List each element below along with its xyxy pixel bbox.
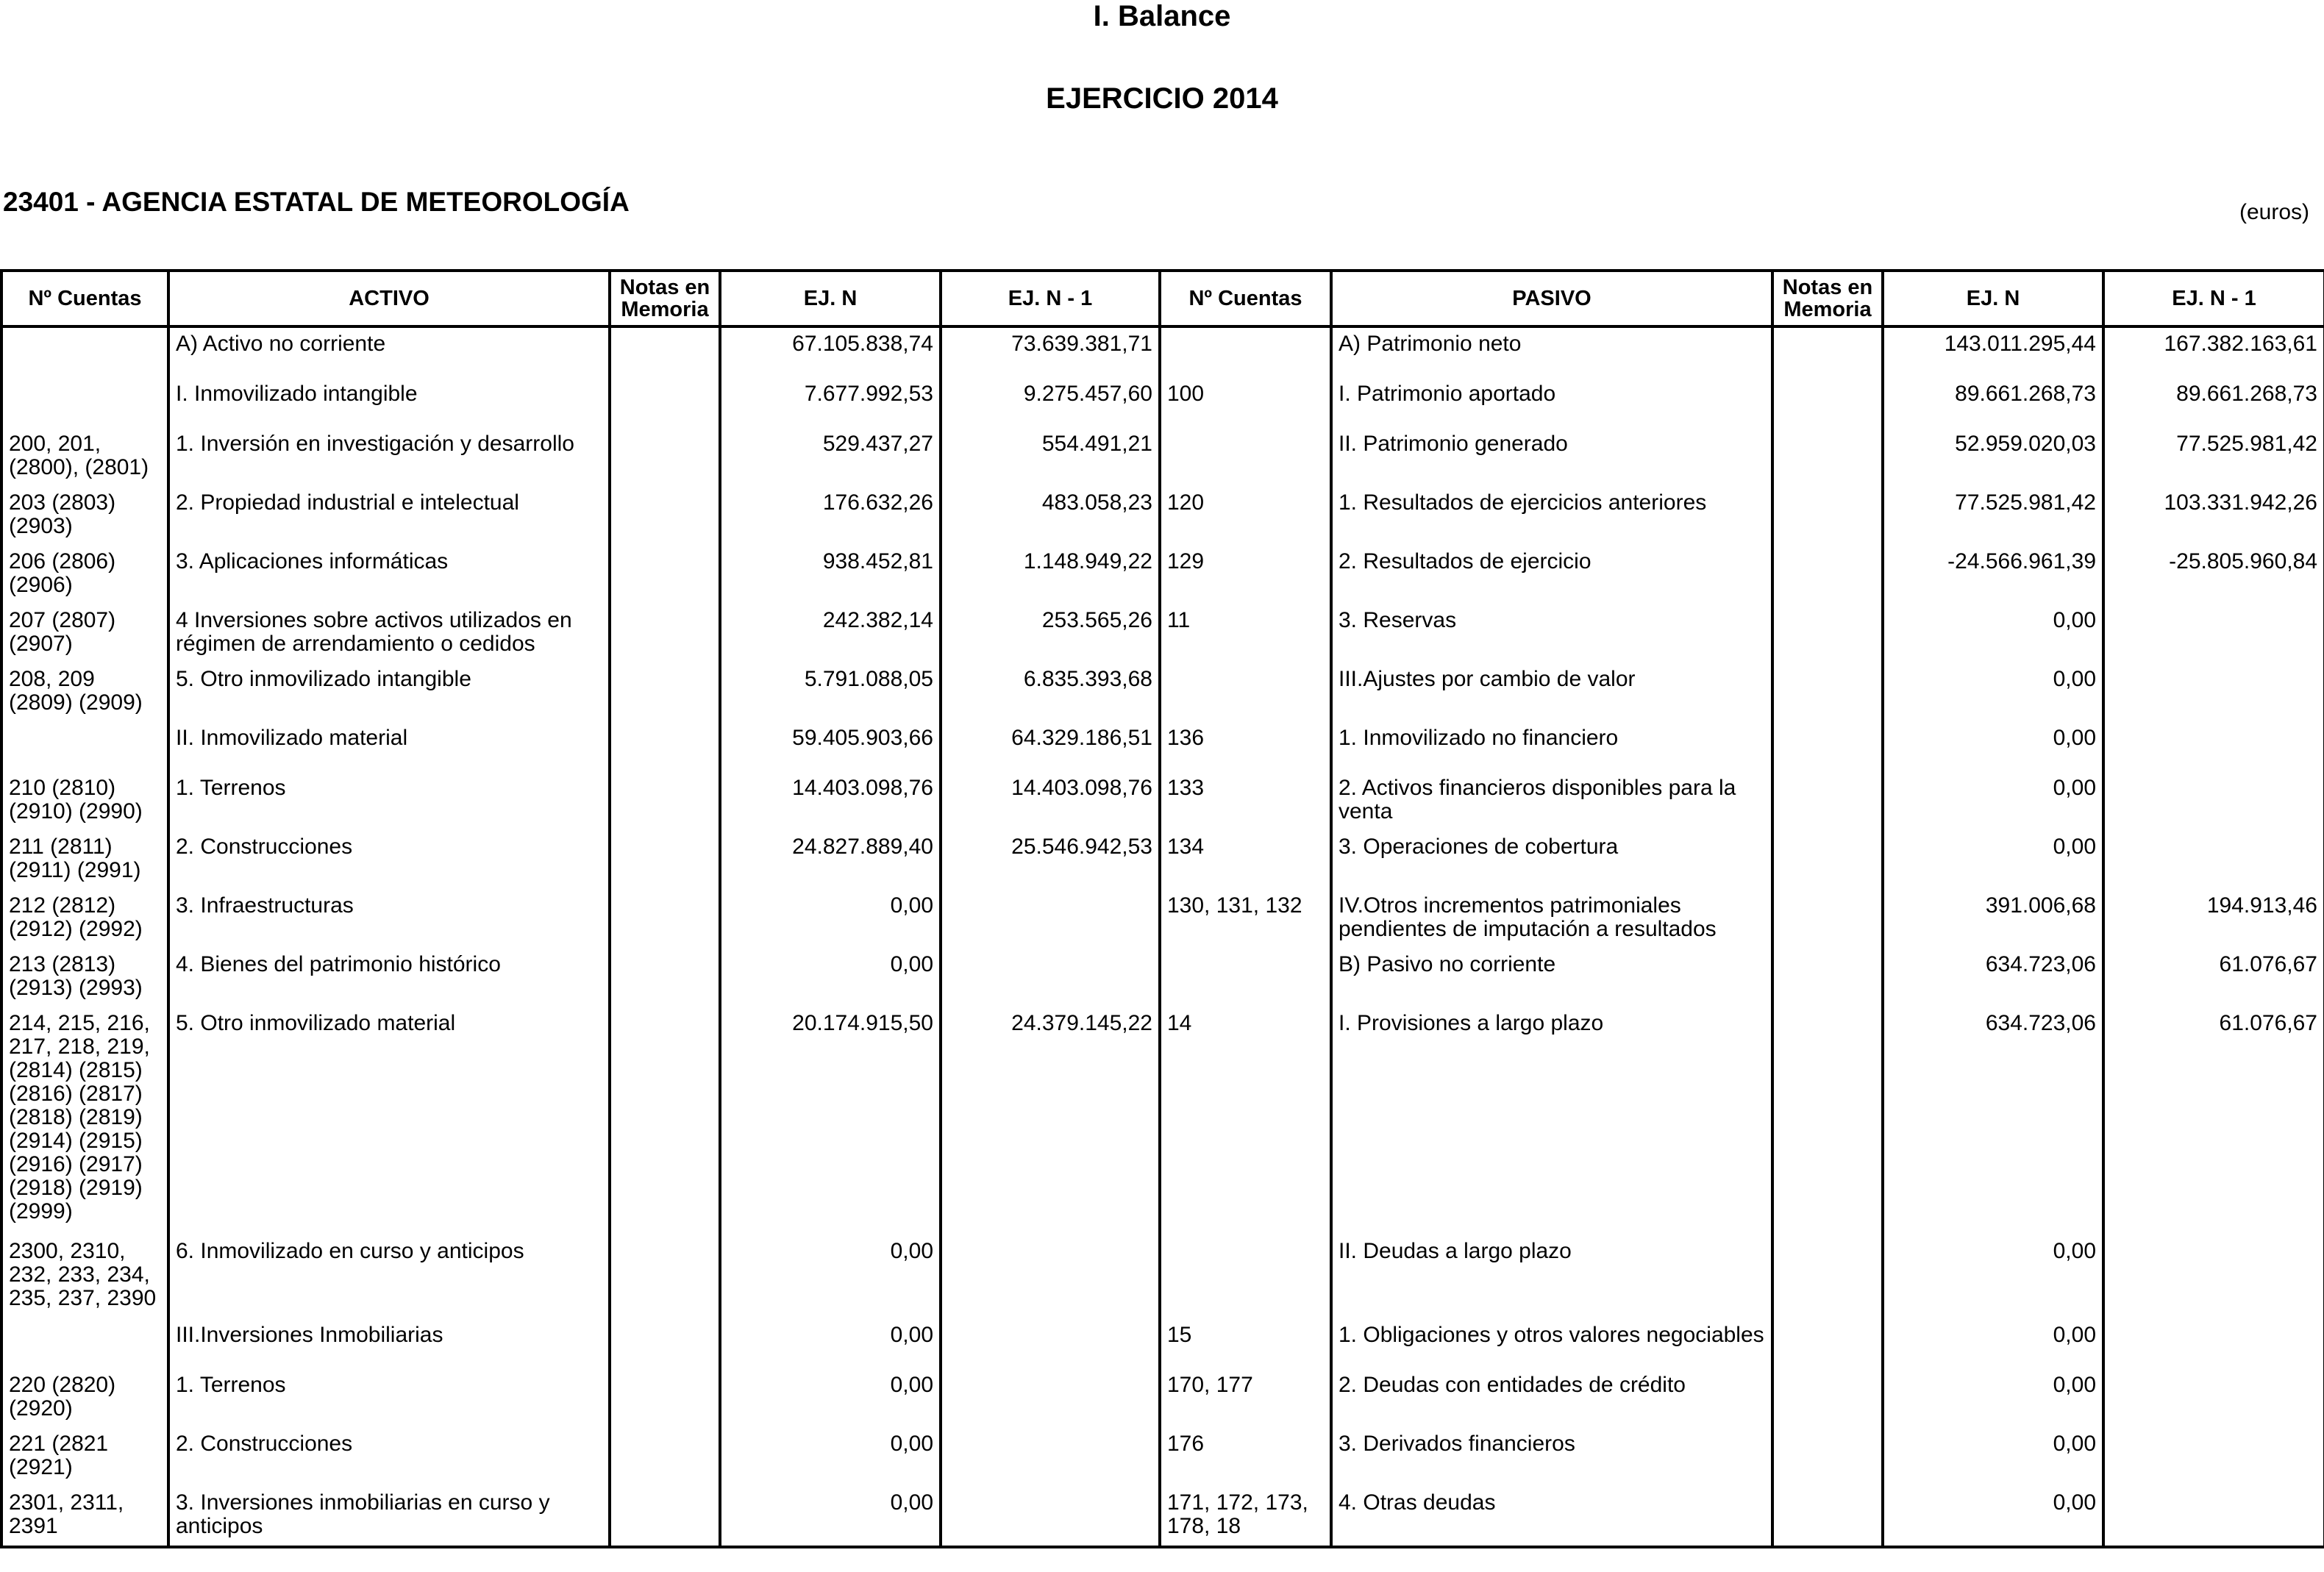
activo-label: 5. Otro inmovilizado intangible: [168, 663, 610, 722]
activo-ej-n-1: [941, 890, 1160, 948]
activo-ej-n: 59.405.903,66: [720, 722, 941, 772]
account-codes-activo: 210 (2810) (2910) (2990): [1, 772, 168, 831]
pasivo-ej-n: 0,00: [1883, 1235, 2103, 1319]
table-row: [1, 831, 2324, 890]
pasivo-ej-n: 89.661.268,73: [1883, 378, 2103, 428]
account-codes-activo: 213 (2813) (2913) (2993): [1, 948, 168, 1007]
account-codes-activo: [1, 378, 168, 428]
notes-activo: [610, 1235, 720, 1319]
activo-ej-n: 0,00: [720, 1487, 941, 1547]
pasivo-ej-n: 0,00: [1883, 1428, 2103, 1487]
activo-ej-n-1: [941, 948, 1160, 1007]
col-header-ej-n-1-pasivo: EJ. N - 1: [2103, 271, 2324, 326]
activo-label: 4 Inversiones sobre activos utilizados en régimen de arrendamiento o cedidos: [168, 604, 610, 663]
activo-ej-n-1: 483.058,23: [941, 487, 1160, 546]
activo-ej-n-1: 253.565,26: [941, 604, 1160, 663]
pasivo-label: 4. Otras deudas: [1331, 1487, 1772, 1547]
activo-ej-n-1: [941, 1428, 1160, 1487]
table-row: [1, 378, 2324, 428]
activo-ej-n-1: [941, 1369, 1160, 1428]
activo-label: III.Inversiones Inmobiliarias: [168, 1319, 610, 1369]
pasivo-ej-n: 634.723,06: [1883, 1007, 2103, 1235]
pasivo-label: 3. Reservas: [1331, 604, 1772, 663]
pasivo-ej-n-1: [2103, 663, 2324, 722]
activo-label: 1. Terrenos: [168, 772, 610, 831]
notes-pasivo: [1772, 546, 1883, 604]
activo-label: 2. Construcciones: [168, 1428, 610, 1487]
activo-ej-n: 0,00: [720, 1319, 941, 1369]
notes-pasivo: [1772, 948, 1883, 1007]
account-codes-pasivo: 133: [1160, 772, 1331, 831]
pasivo-label: 2. Activos financieros disponibles para la venta: [1331, 772, 1772, 831]
activo-label: 3. Infraestructuras: [168, 890, 610, 948]
account-codes-pasivo: 15: [1160, 1319, 1331, 1369]
notes-activo: [610, 772, 720, 831]
pasivo-ej-n-1: 89.661.268,73: [2103, 378, 2324, 428]
activo-ej-n-1: 73.639.381,71: [941, 326, 1160, 378]
activo-label: 2. Construcciones: [168, 831, 610, 890]
account-codes-pasivo: 129: [1160, 546, 1331, 604]
activo-ej-n-1: 14.403.098,76: [941, 772, 1160, 831]
pasivo-ej-n-1: [2103, 831, 2324, 890]
activo-label: 5. Otro inmovilizado material: [168, 1007, 610, 1235]
account-codes-activo: 214, 215, 216, 217, 218, 219, (2814) (2815) (2816) (2817) (2818) (2819) (2914) (2915) (2916) (2917) (2918) (2919) (2999): [1, 1007, 168, 1235]
pasivo-label: 3. Derivados financieros: [1331, 1428, 1772, 1487]
pasivo-ej-n: -24.566.961,39: [1883, 546, 2103, 604]
account-codes-pasivo: 136: [1160, 722, 1331, 772]
notes-pasivo: [1772, 722, 1883, 772]
activo-ej-n-1: [941, 1235, 1160, 1319]
account-codes-pasivo: 11: [1160, 604, 1331, 663]
pasivo-ej-n: 77.525.981,42: [1883, 487, 2103, 546]
activo-ej-n: 0,00: [720, 1428, 941, 1487]
pasivo-ej-n-1: [2103, 1319, 2324, 1369]
activo-ej-n-1: [941, 1487, 1160, 1547]
account-codes-activo: 2300, 2310, 232, 233, 234, 235, 237, 2390: [1, 1235, 168, 1319]
pasivo-label: 2. Resultados de ejercicio: [1331, 546, 1772, 604]
activo-ej-n-1: 1.148.949,22: [941, 546, 1160, 604]
notes-activo: [610, 604, 720, 663]
pasivo-ej-n: 0,00: [1883, 722, 2103, 772]
notes-activo: [610, 546, 720, 604]
balance-table: [0, 269, 2324, 1548]
notes-activo: [610, 378, 720, 428]
activo-ej-n: 529.437,27: [720, 428, 941, 487]
pasivo-label: I. Provisiones a largo plazo: [1331, 1007, 1772, 1235]
notes-pasivo: [1772, 1235, 1883, 1319]
notes-pasivo: [1772, 1487, 1883, 1547]
pasivo-ej-n-1: [2103, 772, 2324, 831]
activo-label: 2. Propiedad industrial e intelectual: [168, 487, 610, 546]
notes-pasivo: [1772, 890, 1883, 948]
pasivo-label: 2. Deudas con entidades de crédito: [1331, 1369, 1772, 1428]
pasivo-ej-n-1: [2103, 1428, 2324, 1487]
col-header-notas-pasivo: Notas en Memoria: [1772, 271, 1883, 326]
account-codes-pasivo: 100: [1160, 378, 1331, 428]
account-codes-pasivo: 176: [1160, 1428, 1331, 1487]
pasivo-ej-n: 0,00: [1883, 1369, 2103, 1428]
col-header-cuentas: Nº Cuentas: [1, 271, 168, 326]
col-header-ej-n-pasivo: EJ. N: [1883, 271, 2103, 326]
account-codes-pasivo: 120: [1160, 487, 1331, 546]
account-codes-pasivo: [1160, 663, 1331, 722]
account-codes-activo: [1, 1319, 168, 1369]
activo-label: 3. Inversiones inmobiliarias en curso y anticipos: [168, 1487, 610, 1547]
pasivo-ej-n-1: -25.805.960,84: [2103, 546, 2324, 604]
table-header-row: [1, 271, 2324, 326]
notes-activo: [610, 663, 720, 722]
pasivo-ej-n-1: 194.913,46: [2103, 890, 2324, 948]
pasivo-ej-n-1: [2103, 604, 2324, 663]
account-codes-pasivo: [1160, 326, 1331, 378]
col-header-pasivo: PASIVO: [1331, 271, 1772, 326]
page-title: I. Balance: [1093, 0, 1231, 32]
notes-pasivo: [1772, 1428, 1883, 1487]
account-codes-activo: 221 (2821 (2921): [1, 1428, 168, 1487]
account-codes-pasivo: [1160, 428, 1331, 487]
table-row: [1, 948, 2324, 1007]
notes-activo: [610, 428, 720, 487]
activo-ej-n: 0,00: [720, 1369, 941, 1428]
table-row: [1, 772, 2324, 831]
activo-ej-n-1: 554.491,21: [941, 428, 1160, 487]
pasivo-label: I. Patrimonio aportado: [1331, 378, 1772, 428]
col-header-ej-n-1: EJ. N - 1: [941, 271, 1160, 326]
pasivo-label: B) Pasivo no corriente: [1331, 948, 1772, 1007]
account-codes-activo: 220 (2820) (2920): [1, 1369, 168, 1428]
entity-name: 23401 - AGENCIA ESTATAL DE METEOROLOGÍA: [3, 187, 630, 217]
table-row: [1, 1235, 2324, 1319]
pasivo-label: II. Deudas a largo plazo: [1331, 1235, 1772, 1319]
pasivo-ej-n: 52.959.020,03: [1883, 428, 2103, 487]
table-row: [1, 546, 2324, 604]
activo-label: 6. Inmovilizado en curso y anticipos: [168, 1235, 610, 1319]
activo-label: II. Inmovilizado material: [168, 722, 610, 772]
pasivo-label: 1. Inmovilizado no financiero: [1331, 722, 1772, 772]
table-row: [1, 326, 2324, 378]
activo-ej-n: 0,00: [720, 1235, 941, 1319]
notes-activo: [610, 326, 720, 378]
notes-activo: [610, 1428, 720, 1487]
pasivo-label: 1. Obligaciones y otros valores negociables: [1331, 1319, 1772, 1369]
account-codes-pasivo: 170, 177: [1160, 1369, 1331, 1428]
account-codes-pasivo: 130, 131, 132: [1160, 890, 1331, 948]
account-codes-activo: [1, 722, 168, 772]
table-row: [1, 1428, 2324, 1487]
activo-ej-n: 67.105.838,74: [720, 326, 941, 378]
pasivo-ej-n: 0,00: [1883, 1319, 2103, 1369]
activo-ej-n: 242.382,14: [720, 604, 941, 663]
pasivo-ej-n: 0,00: [1883, 831, 2103, 890]
fiscal-year-heading: EJERCICIO 2014: [1046, 82, 1278, 115]
notes-pasivo: [1772, 1319, 1883, 1369]
activo-ej-n: 176.632,26: [720, 487, 941, 546]
notes-activo: [610, 948, 720, 1007]
account-codes-activo: 203 (2803) (2903): [1, 487, 168, 546]
activo-label: 1. Inversión en investigación y desarrollo: [168, 428, 610, 487]
pasivo-ej-n-1: 61.076,67: [2103, 1007, 2324, 1235]
account-codes-activo: 2301, 2311, 2391: [1, 1487, 168, 1547]
activo-ej-n: 7.677.992,53: [720, 378, 941, 428]
pasivo-ej-n: 143.011.295,44: [1883, 326, 2103, 378]
pasivo-ej-n-1: 103.331.942,26: [2103, 487, 2324, 546]
pasivo-ej-n: 634.723,06: [1883, 948, 2103, 1007]
table-row: [1, 428, 2324, 487]
account-codes-pasivo: 171, 172, 173, 178, 18: [1160, 1487, 1331, 1547]
activo-ej-n-1: 64.329.186,51: [941, 722, 1160, 772]
notes-activo: [610, 890, 720, 948]
account-codes-activo: [1, 326, 168, 378]
pasivo-label: II. Patrimonio generado: [1331, 428, 1772, 487]
pasivo-ej-n-1: [2103, 1369, 2324, 1428]
pasivo-label: III.Ajustes por cambio de valor: [1331, 663, 1772, 722]
account-codes-pasivo: 134: [1160, 831, 1331, 890]
account-codes-pasivo: [1160, 1235, 1331, 1319]
table-row: [1, 890, 2324, 948]
notes-pasivo: [1772, 326, 1883, 378]
table-row: [1, 604, 2324, 663]
pasivo-ej-n: 391.006,68: [1883, 890, 2103, 948]
pasivo-ej-n-1: [2103, 722, 2324, 772]
notes-pasivo: [1772, 1369, 1883, 1428]
pasivo-ej-n-1: [2103, 1235, 2324, 1319]
notes-activo: [610, 1007, 720, 1235]
table-row: [1, 487, 2324, 546]
notes-activo: [610, 487, 720, 546]
notes-pasivo: [1772, 604, 1883, 663]
col-header-activo: ACTIVO: [168, 271, 610, 326]
notes-activo: [610, 722, 720, 772]
pasivo-ej-n-1: [2103, 1487, 2324, 1547]
table-row: [1, 722, 2324, 772]
activo-ej-n-1: [941, 1319, 1160, 1369]
col-header-cuentas-pasivo: Nº Cuentas: [1160, 271, 1331, 326]
activo-label: 3. Aplicaciones informáticas: [168, 546, 610, 604]
activo-ej-n: 0,00: [720, 890, 941, 948]
pasivo-ej-n: 0,00: [1883, 663, 2103, 722]
pasivo-ej-n-1: 167.382.163,61: [2103, 326, 2324, 378]
activo-ej-n-1: 6.835.393,68: [941, 663, 1160, 722]
activo-label: A) Activo no corriente: [168, 326, 610, 378]
account-codes-activo: 207 (2807) (2907): [1, 604, 168, 663]
account-codes-activo: 208, 209 (2809) (2909): [1, 663, 168, 722]
currency-units: (euros): [2239, 200, 2309, 224]
notes-pasivo: [1772, 378, 1883, 428]
notes-pasivo: [1772, 831, 1883, 890]
account-codes-pasivo: [1160, 948, 1331, 1007]
activo-label: I. Inmovilizado intangible: [168, 378, 610, 428]
table-row: [1, 1487, 2324, 1547]
account-codes-pasivo: 14: [1160, 1007, 1331, 1235]
table-row: [1, 1319, 2324, 1369]
pasivo-ej-n: 0,00: [1883, 772, 2103, 831]
activo-ej-n: 5.791.088,05: [720, 663, 941, 722]
activo-ej-n: 24.827.889,40: [720, 831, 941, 890]
notes-pasivo: [1772, 772, 1883, 831]
activo-ej-n: 0,00: [720, 948, 941, 1007]
pasivo-ej-n-1: 77.525.981,42: [2103, 428, 2324, 487]
activo-label: 1. Terrenos: [168, 1369, 610, 1428]
table-row: [1, 1007, 2324, 1235]
notes-activo: [610, 831, 720, 890]
notes-pasivo: [1772, 1007, 1883, 1235]
pasivo-label: IV.Otros incrementos patrimoniales pendientes de imputación a resultados: [1331, 890, 1772, 948]
pasivo-ej-n-1: 61.076,67: [2103, 948, 2324, 1007]
notes-pasivo: [1772, 663, 1883, 722]
table-row: [1, 1369, 2324, 1428]
col-header-notas: Notas en Memoria: [610, 271, 720, 326]
account-codes-activo: 211 (2811) (2911) (2991): [1, 831, 168, 890]
account-codes-activo: 206 (2806) (2906): [1, 546, 168, 604]
pasivo-label: A) Patrimonio neto: [1331, 326, 1772, 378]
pasivo-ej-n: 0,00: [1883, 1487, 2103, 1547]
activo-ej-n: 14.403.098,76: [720, 772, 941, 831]
col-header-ej-n: EJ. N: [720, 271, 941, 326]
activo-ej-n: 938.452,81: [720, 546, 941, 604]
activo-ej-n-1: 25.546.942,53: [941, 831, 1160, 890]
account-codes-activo: 212 (2812) (2912) (2992): [1, 890, 168, 948]
activo-ej-n-1: 24.379.145,22: [941, 1007, 1160, 1235]
notes-activo: [610, 1319, 720, 1369]
pasivo-label: 3. Operaciones de cobertura: [1331, 831, 1772, 890]
pasivo-label: 1. Resultados de ejercicios anteriores: [1331, 487, 1772, 546]
table-row: [1, 663, 2324, 722]
notes-pasivo: [1772, 428, 1883, 487]
activo-label: 4. Bienes del patrimonio histórico: [168, 948, 610, 1007]
activo-ej-n: 20.174.915,50: [720, 1007, 941, 1235]
pasivo-ej-n: 0,00: [1883, 604, 2103, 663]
notes-activo: [610, 1487, 720, 1547]
notes-activo: [610, 1369, 720, 1428]
notes-pasivo: [1772, 487, 1883, 546]
activo-ej-n-1: 9.275.457,60: [941, 378, 1160, 428]
account-codes-activo: 200, 201, (2800), (2801): [1, 428, 168, 487]
